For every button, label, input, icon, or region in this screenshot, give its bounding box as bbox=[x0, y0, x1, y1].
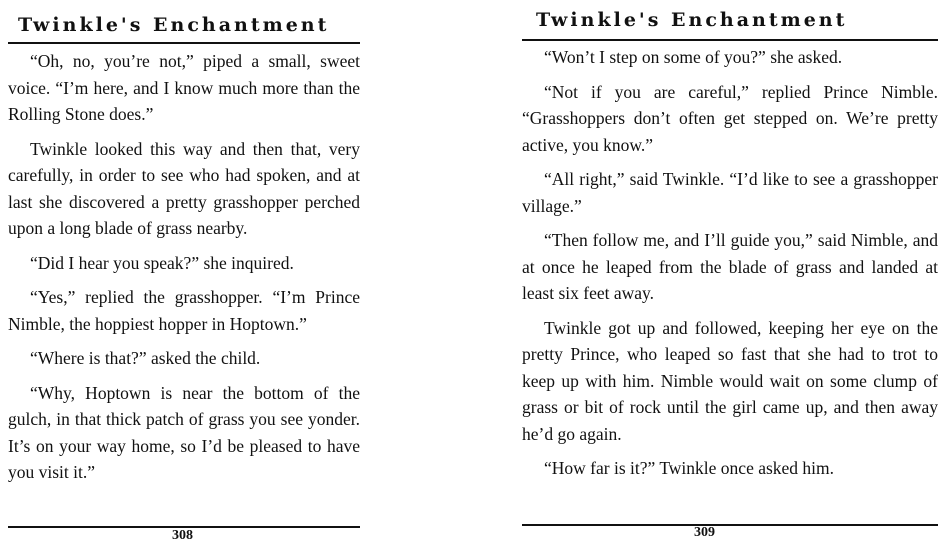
header-rule bbox=[522, 39, 938, 41]
right-page bbox=[444, 0, 938, 548]
paragraph: Twinkle got up and followed, keeping her eye on the pretty Prince, who leaped so fast that she had to trot to keep up with him. Nimble would wait on some clump of grass or bit of rock until the girl came up, and then away he’d go again. bbox=[522, 317, 938, 444]
body-text bbox=[522, 44, 938, 490]
paragraph: “All right,” said Twinkle. “I’d like to see a grasshopper village.” bbox=[522, 169, 938, 216]
page-number: 308 bbox=[172, 528, 193, 543]
paragraph: “Oh, no, you’re not,” piped a small, sweet voice. “I’m here, and I know much more than the Rolling Stone does.” bbox=[8, 51, 360, 124]
paragraph: “Yes,” replied the grasshopper. “I’m Prince Nimble, the hoppiest hopper in Hoptown.” bbox=[8, 287, 360, 334]
paragraph: “Won’t I step on some of you?” she asked. bbox=[544, 47, 843, 67]
left-page bbox=[0, 0, 444, 548]
body-text bbox=[8, 48, 360, 494]
footer-rule bbox=[522, 524, 938, 526]
paragraph: “Where is that?” asked the child. bbox=[30, 348, 261, 368]
page-number: 309 bbox=[694, 525, 715, 540]
paragraph: Twinkle looked this way and then that, very carefully, in order to see who had spoken, and at last she discovered a pretty grasshopper perched upon a long blade of grass nearby. bbox=[8, 138, 360, 238]
paragraph: “Not if you are careful,” replied Prince Nimble. “Grasshoppers don’t often get stepped on. We’re pretty active, you know.” bbox=[522, 81, 938, 155]
paragraph: “Did I hear you speak?” she inquired. bbox=[30, 252, 294, 273]
running-head: Twinkle's Enchantment bbox=[536, 9, 848, 31]
header-rule bbox=[8, 42, 360, 44]
paragraph: “How far is it?” Twinkle once asked him. bbox=[544, 458, 835, 478]
paragraph: “Why, Hoptown is near the bottom of the gulch, in that thick patch of grass you see yonder. It’s on your way home, so I’d be pleased to have you visit it.” bbox=[8, 382, 360, 482]
paragraph: “Then follow me, and I’ll guide you,” said Nimble, and at once he leaped from the blade of grass and landed at least six feet away. bbox=[522, 230, 938, 303]
running-head: Twinkle's Enchantment bbox=[18, 14, 330, 36]
